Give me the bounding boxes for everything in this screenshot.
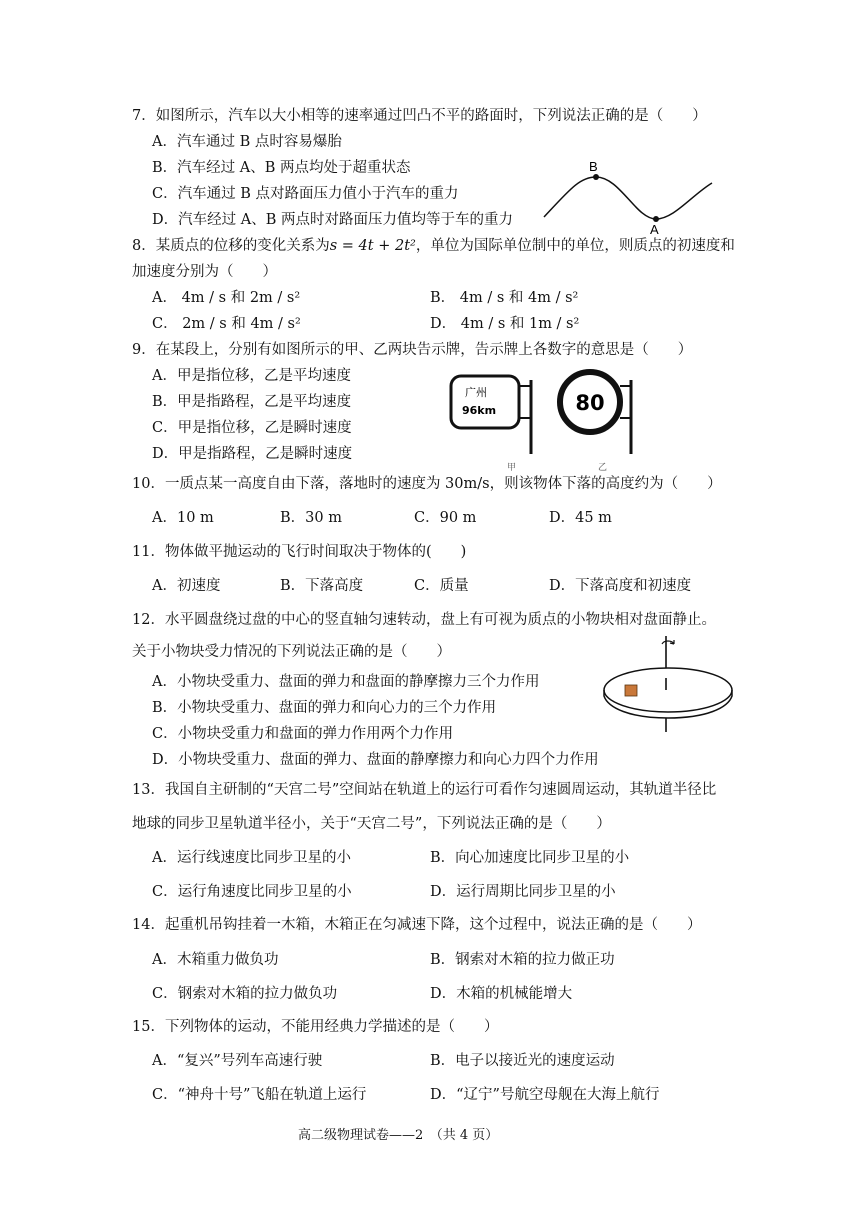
q8-formula: s = 4t + 2t²: [329, 238, 416, 254]
label-yi: 乙: [598, 463, 608, 473]
q12-stem-line2: 关于小物块受力情况的下列说法正确的是（ ）: [132, 644, 451, 660]
q8-stem-pre: 8．某质点的位移的变化关系为: [132, 238, 330, 254]
q9-option-b: B．甲是指路程，乙是平均速度: [152, 394, 352, 410]
q15-option-c: C．“神舟十号”飞船在轨道上运行: [152, 1087, 367, 1103]
small-block: [625, 685, 637, 696]
q14-option-d: D．木箱的机械能增大: [430, 986, 573, 1002]
q13-option-a: A．运行线速度比同步卫星的小: [152, 850, 351, 866]
q10-option-d: D．45 m: [549, 510, 612, 526]
q10-option-a: A．10 m: [152, 510, 214, 526]
q14-option-a: A．木箱重力做负功: [152, 952, 279, 968]
q15-option-a: A．“复兴”号列车高速行驶: [152, 1053, 323, 1069]
label-b: B: [589, 159, 598, 174]
q15-stem: 15．下列物体的运动，不能用经典力学描述的是（ ）: [132, 1019, 499, 1035]
q14-stem: 14．起重机吊钩挂着一木箱，木箱正在匀减速下降，这个过程中，说法正确的是（ ）: [132, 917, 702, 933]
q7-option-a: A．汽车通过 B 点时容易爆胎: [152, 134, 342, 150]
q12-stem-line1: 12．水平圆盘绕过盘的中心的竖直轴匀速转动，盘上有可视为质点的小物块相对盘面静止。: [132, 612, 716, 628]
q7-stem: 7．如图所示，汽车以大小相等的速率通过凹凸不平的路面时，下列说法正确的是（ ）: [132, 108, 707, 124]
sign-yi-speed: 80: [575, 391, 605, 415]
disk-top: [604, 668, 732, 712]
q8-stem-line2: 加速度分别为（ ）: [132, 264, 277, 280]
label-jia: 甲: [507, 463, 517, 473]
q9-option-a: A．甲是指位移，乙是平均速度: [152, 368, 351, 384]
q13-option-d: D．运行周期比同步卫星的小: [430, 884, 616, 900]
road-curve: [544, 177, 712, 219]
sign-jia-board: [451, 376, 519, 428]
q9-option-d: D．甲是指路程，乙是瞬时速度: [152, 446, 353, 462]
point-b: [593, 174, 599, 180]
sign-jia-city: 广州: [465, 386, 487, 399]
q8-option-a: A． 4m / s 和 2m / s²: [152, 290, 301, 306]
q11-stem: 11．物体做平抛运动的飞行时间取决于物体的( ): [132, 544, 467, 560]
q13-stem-line2: 地球的同步卫星轨道半径小，关于“天宫二号”，下列说法正确的是（ ）: [132, 816, 611, 832]
q12-option-d: D．小物块受重力、盘面的弹力、盘面的静摩擦力和向心力四个力作用: [152, 752, 599, 768]
q7-option-d: D．汽车经过 A、B 两点时对路面压力值均等于车的重力: [152, 212, 513, 228]
q14-option-c: C．钢索对木箱的拉力做负功: [152, 986, 338, 1002]
q11-option-c: C．质量: [414, 578, 469, 594]
q12-option-c: C．小物块受重力和盘面的弹力作用两个力作用: [152, 726, 454, 742]
q9-stem: 9．在某段上，分别有如图所示的甲、乙两块告示牌，告示牌上各数字的意思是（ ）: [132, 342, 693, 358]
q7-option-c: C．汽车通过 B 点对路面压力值小于汽车的重力: [152, 186, 459, 202]
q11-option-a: A．初速度: [152, 578, 221, 594]
q9-option-c: C．甲是指位移，乙是瞬时速度: [152, 420, 352, 436]
q13-stem-line1: 13．我国自主研制的“天宫二号”空间站在轨道上的运行可看作匀速圆周运动，其轨道半径比: [132, 782, 717, 798]
q11-option-b: B．下落高度: [280, 578, 364, 594]
q15-option-d: D．“辽宁”号航空母舰在大海上航行: [430, 1087, 660, 1103]
q8-stem-post: ，单位为国际单位制中的单位，则质点的初速度和: [415, 238, 735, 254]
label-a: A: [650, 222, 659, 237]
q8-option-c: C． 2m / s 和 4m / s²: [152, 316, 301, 332]
q14-option-b: B．钢索对木箱的拉力做正功: [430, 952, 615, 968]
q10-option-b: B．30 m: [280, 510, 342, 526]
q13-option-b: B．向心加速度比同步卫星的小: [430, 850, 630, 866]
q8-stem: [132, 236, 735, 256]
q15-option-b: B．电子以接近光的速度运动: [430, 1053, 615, 1069]
q10-stem: 10．一质点某一高度自由下落，落地时的速度为 30m/s，则该物体下落的高度约为（ ）: [132, 476, 722, 492]
q9-signs-figure: [445, 368, 645, 474]
q7-road-figure: [540, 155, 720, 235]
q12-option-b: B．小物块受重力、盘面的弹力和向心力的三个力作用: [152, 700, 497, 716]
q8-option-b: B． 4m / s 和 4m / s²: [430, 290, 579, 306]
page-footer: 高二级物理试卷——2 （共 4 页）: [298, 1128, 499, 1143]
q11-option-d: D．下落高度和初速度: [549, 578, 692, 594]
sign-jia-distance: 96km: [462, 404, 497, 417]
q10-option-c: C．90 m: [414, 510, 477, 526]
q13-option-c: C．运行角速度比同步卫星的小: [152, 884, 352, 900]
q12-disk-figure: [600, 632, 740, 738]
q8-option-d: D． 4m / s 和 1m / s²: [430, 316, 580, 332]
q7-option-b: B．汽车经过 A、B 两点均处于超重状态: [152, 160, 411, 176]
q12-option-a: A．小物块受重力、盘面的弹力和盘面的静摩擦力三个力作用: [152, 674, 540, 690]
